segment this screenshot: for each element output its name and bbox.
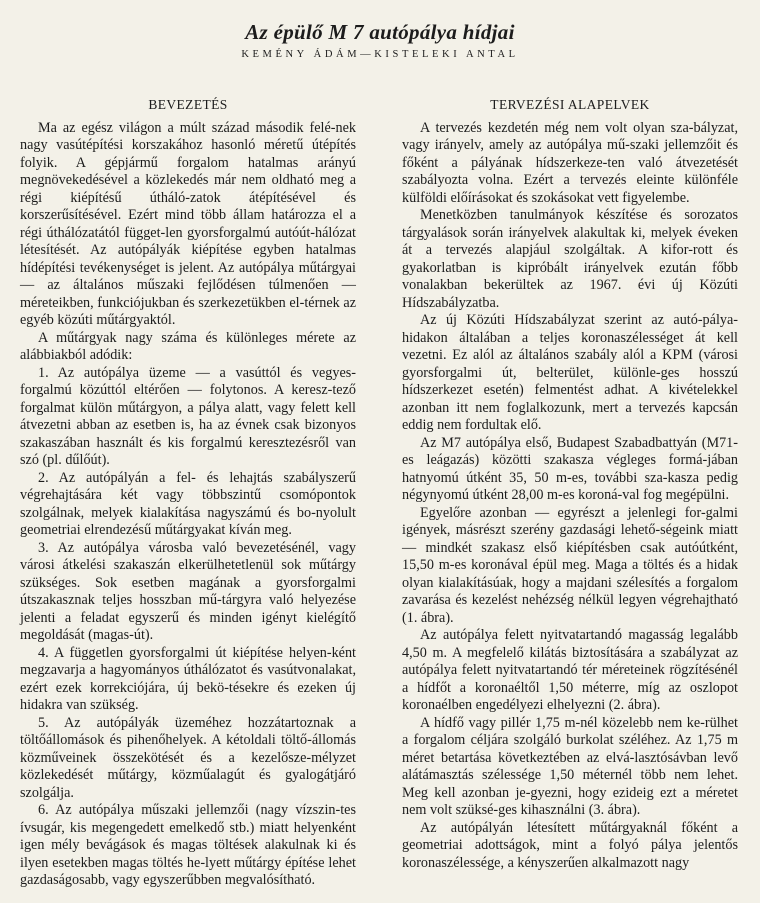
paragraph: 5. Az autópályák üzeméhez hozzátartoznak a töltőállomások és pihenőhelyek. A kétoldali töltő-állomás közműveinek összekötését és a kezelősze-mélyzet közlekedését műtárgy, közműalagút és gyalogátjáró szolgálja. [20, 714, 356, 801]
paragraph: Menetközben tanulmányok készítése és sorozatos tárgyalások során irányelvek alakultak ki, melyek éveken át a tervezés alapjául szolgáltak. A kifor-rott és gyakorlatban is kipróbált irányelvek ezután főbb vonalakban bekerültek az 1967. évi új Közúti Hídszabályzatba. [402, 207, 738, 311]
paragraph: A tervezés kezdetén még nem volt olyan sza-bályzat, vagy irányelv, amely az autópálya mű-szaki jellemzőit és főként a pályának hídszerkeze-ten való átvezetését szabályozta volna. Ezért a tervezés eleinte különféle külföldi előírásokat és szokásokat vett figyelembe. [402, 119, 738, 206]
left-column [20, 96, 356, 890]
paragraph: 1. Az autópálya üzeme — a vasúttól és vegyes-forgalmú közúttól eltérően — folytonos. A keresz-tező forgalmat külön műtárgyon, a pálya alatt, vagy felett kell átvezetni abban az esetben is, ha az évnek csak bizonyos szakaszában használt és kis forgalmú keresztezésről van szó (pl. dűlőút). [20, 364, 356, 468]
paragraph: A műtárgyak nagy száma és különleges mérete az alábbiakból adódik: [20, 329, 356, 363]
paragraph: A hídfő vagy pillér 1,75 m-nél közelebb nem ke-rülhet a forgalom céljára szolgáló burkolat széléhez. Az 1,75 m méret betartása következtében az elvá-lasztósávban levő alátámasztás szélessége 1,50 méternél több nem lehet. Meg kell azonban je-gyezni, hogy ezideig ezt a méretet nem volt szüksé-ges kihasználni (3. ábra). [402, 714, 738, 818]
paragraph: Az új Közúti Hídszabályzat szerint az autó-pálya-hidakon általában a teljes koronaszélességet át kell vezetni. Ez alól az általános szabály alól a KPM (városi gyorsforgalmi út, belterület, különle-ges hosszú hídszerkezet esetén) felmentést adhat. A kivételekkel azonban itt nem foglalkozunk, mert a tervezés kapcsán eddig nem fordultak elő. [402, 312, 738, 433]
article-authors: KEMÉNY ÁDÁM—KISTELEKI ANTAL [241, 49, 519, 60]
paragraph: Az M7 autópálya első, Budapest Szabadbattyán (M71-es leágazás) közötti szakasza végleges formá-jában hatnyomú útként 35, 50 m-es, további sza-kasza pedig négynyomú útként 28,00 m-es koroná-val fog megépülni. [402, 434, 738, 503]
paragraph: 6. Az autópálya műszaki jellemzői (nagy vízszin-tes ívsugár, kis megengedett emelkedő stb.) miatt helyenként igen mély bevágások és magas töltések alakulnak ki és ilyen esetekben magas töltés he-lyett műtárgy építése lehet gazdaságosabb, vagy egyszerűbben megvalósítható. [20, 802, 356, 888]
section-heading-design-principles: TERVEZÉSI ALAPELVEK [490, 97, 650, 112]
section-heading-introduction: BEVEZETÉS [148, 97, 228, 112]
paragraph: 3. Az autópálya városba való bevezetésénél, vagy városi átkelési szakaszán elkerülhetetlenül sok műtárgy szükséges. Sok esetben magának a gyorsforgalmi útszakasznak teljes hosszban mű-tárgyra való helyezése jelenti a feladat egyszerű és minden igényt kielégítő megoldását (magas-út). [20, 539, 356, 643]
paragraph: 2. Az autópályán a fel- és lehajtás szabályszerű végrehajtására két vagy többszintű csomópontok szolgálnak, melyek kialakítása nagyszámú és bo-nyolult geometriai elrendezésű műtárgyakat kíván meg. [20, 469, 356, 538]
paragraph: Ma az egész világon a múlt század második felé-nek nagy vasútépítési korszakához hasonló méretű útépítés folyik. A gépjármű forgalom hatalmas arányú megnövekedésével a közlekedés már nem oldható meg a régi kiépítésű útháló-zatok átépítésével és korszerűsítésével. Ezért mind több állam határozza el a régi úthálózatától függet-len gyorsforgalmú autóút-hálózat létesítését. Az autópályák kiépítése egyben hatalmas hídépítési tevékenységet is jelent. Az autópálya műtárgyai — az általános műszaki fejlődésen túlmenően — méreteikben, funkciójukban és szerkezetükben el-térnek az egyéb közúti műtárgyaktól. [20, 119, 356, 328]
article-title: Az épülő M 7 autópálya hídjai [245, 20, 515, 44]
right-column [402, 96, 738, 872]
paragraph: Az autópálya felett nyitvatartandó magasság legalább 4,50 m. A megfelelő kilátás biztosítására a szabályzat az autópálya felett nyitvatartandó tér méreteinek rögzítésénél a hídfőt a koronaéltől 1,50 méterre, míg az oszlopot koronaélben engedélyezi elhelyezni (2. ábra). [402, 627, 738, 713]
paragraph: Az autópályán létesített műtárgyaknál főként a geometriai adottságok, mint a folyó pálya jelentős koronaszélessége, a kényszerűen alkalmazott nagy [402, 819, 738, 871]
paragraph: Egyelőre azonban — egyrészt a jelenlegi for-galmi igények, másrészt szerény gazdasági lehető-ségeink miatt — mindkét szakasz első kiépítésben csak autóútként, 15,50 m-es koronával épül meg. Maga a töltés és a hidak olyan kialakításúak, hogy a majdani szélesítés a forgalom zavarása és kezelést nehézség nélkül legyen végrehajtható (1. ábra). [402, 504, 738, 626]
paragraph: 4. A független gyorsforgalmi út kiépítése helyen-ként megzavarja a hagyományos úthálózatot és vasútvonalakat, ezért ezek korrekciójára, új bekö-tésekre és ezeken új hidakra van szükség. [20, 644, 356, 713]
